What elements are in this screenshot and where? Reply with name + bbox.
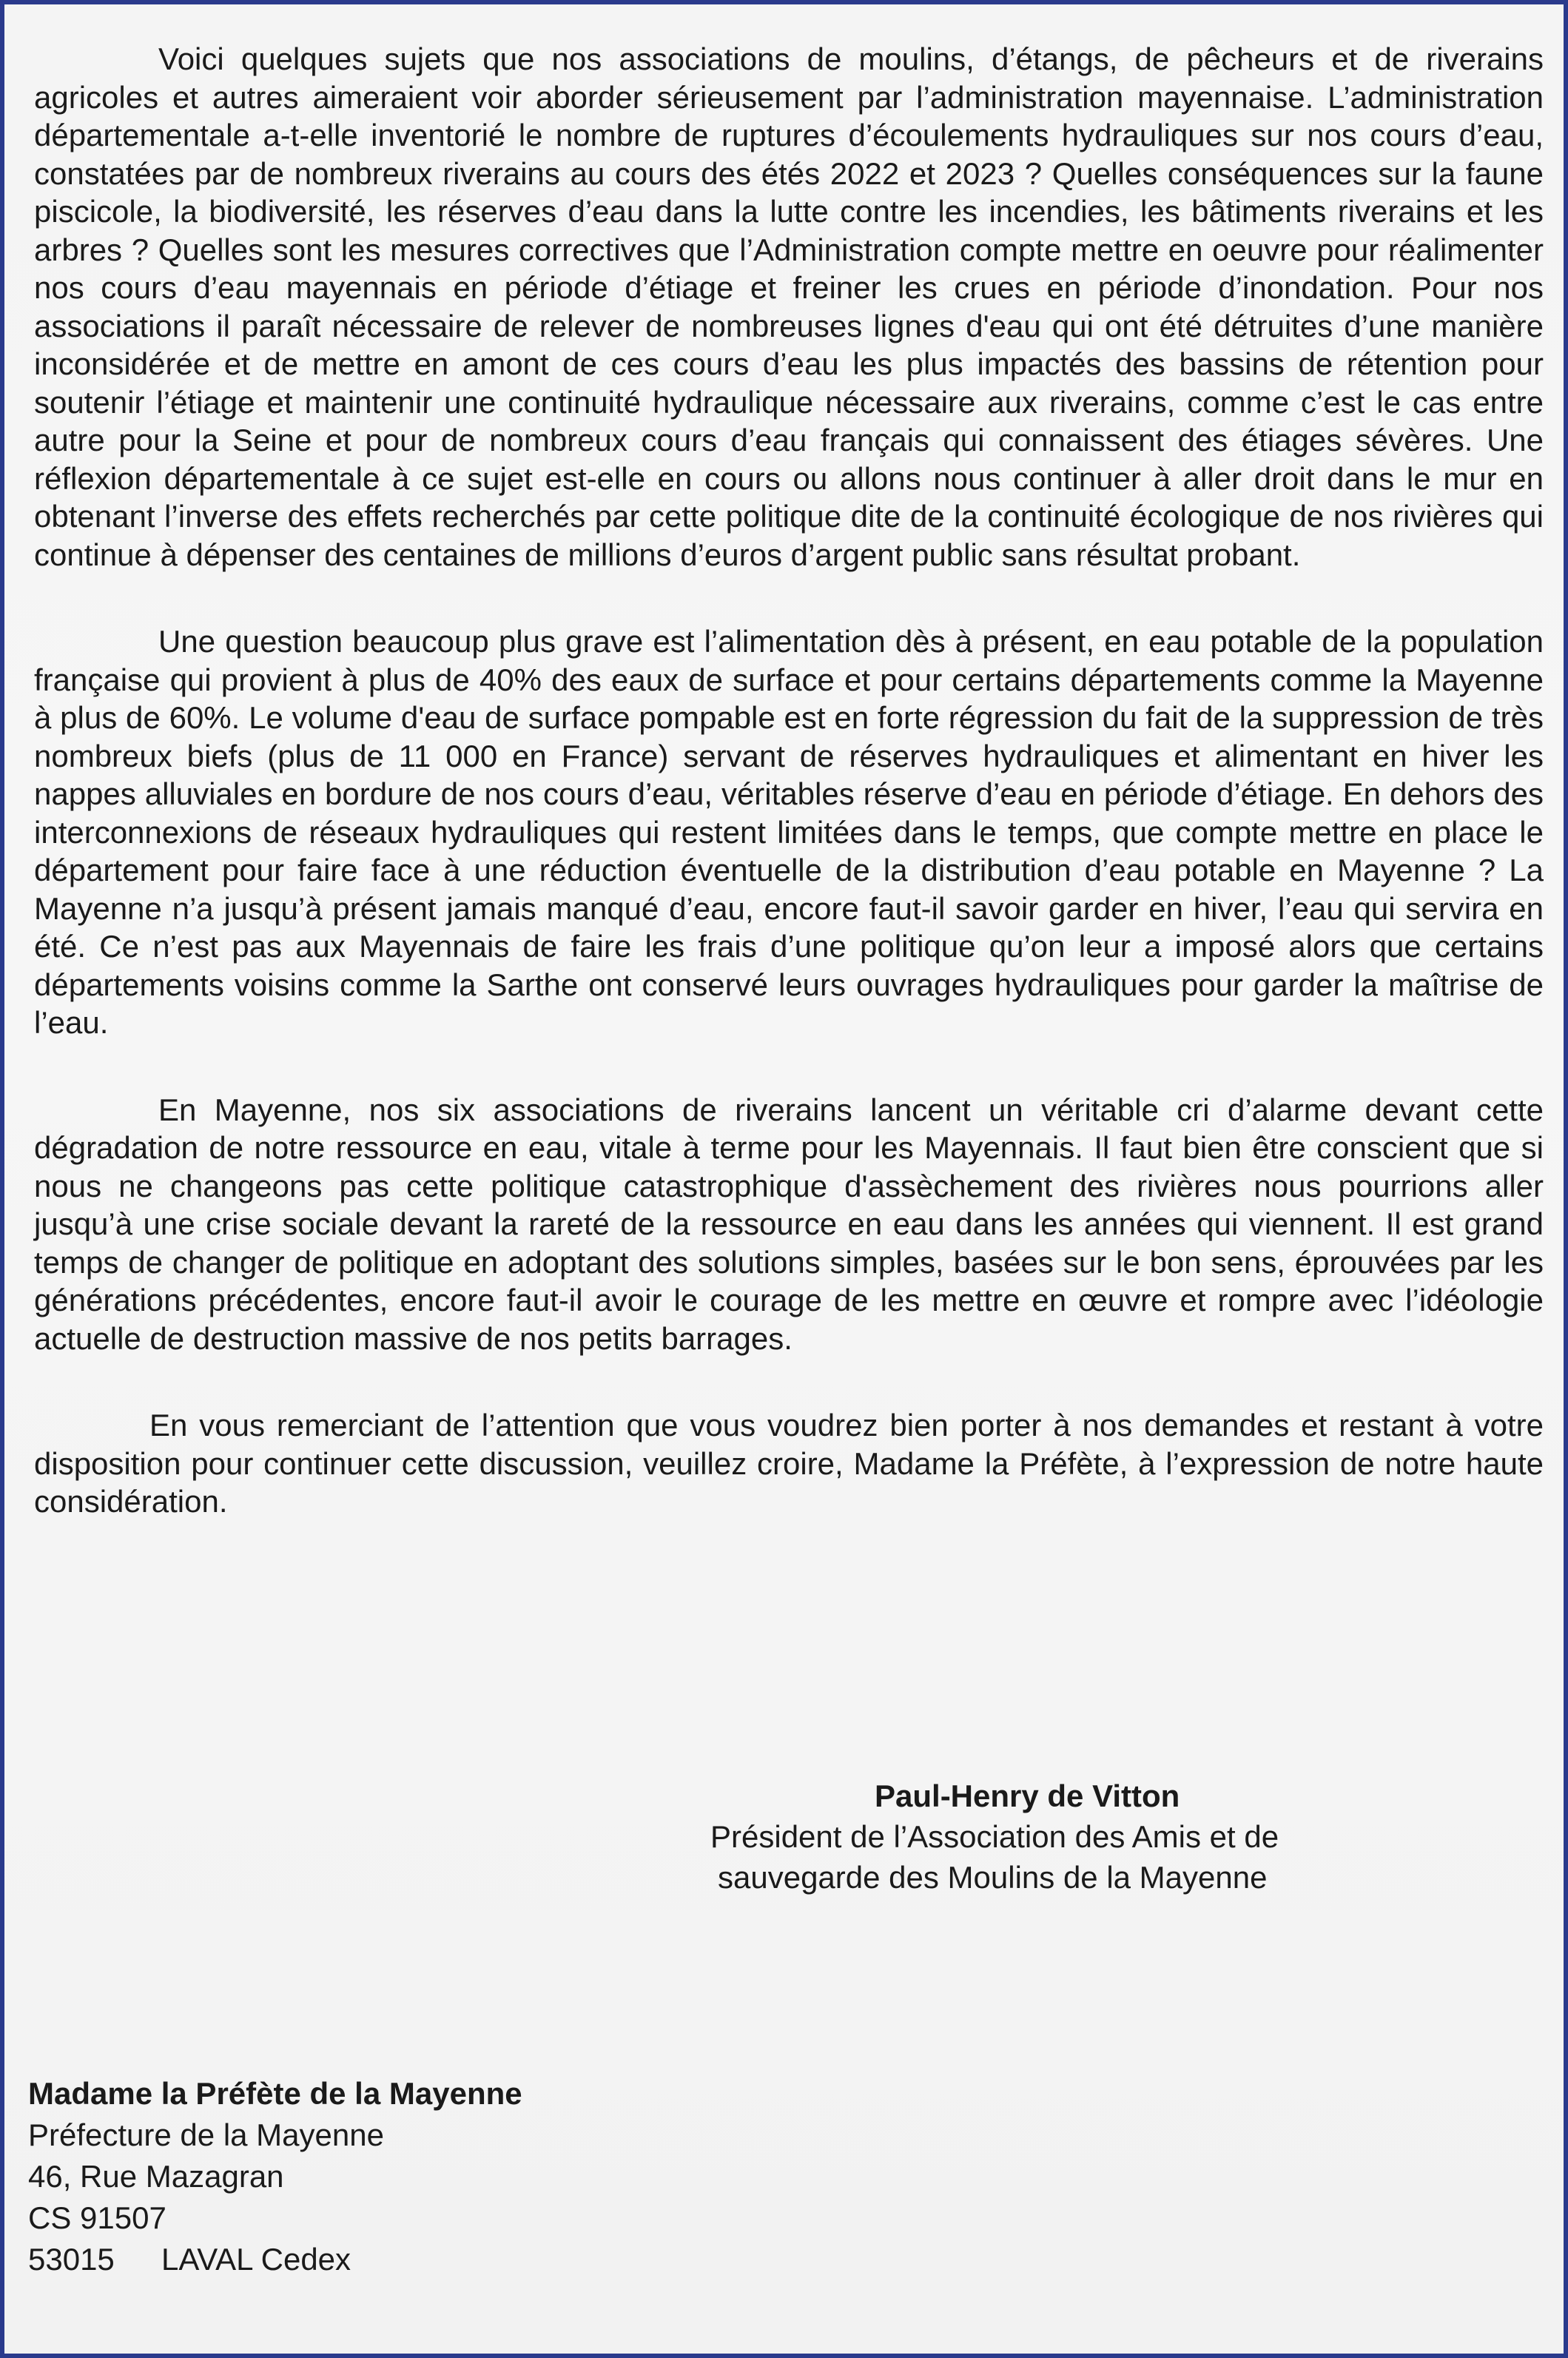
signatory-name: Paul-Henry de Vitton — [875, 1778, 1180, 1813]
paragraph-drinking-water: Une question beaucoup plus grave est l’alimentation dès à présent, en eau potable de la population française qui provient à plus de 40% des eaux de surface et pour certains départements comme la Mayenne à plus de 60%. Le volume d'eau de surface pompable est en forte régression du fait de la suppression de très nombreux biefs (plus de 11 000 en France) servant de réserves hydrauliques et alimentant en hiver les nappes alluviales en bordure de nos cours d’eau, véritables réserve d’eau en période d’étiage. En dehors des interconnexions de réseaux hydrauliques qui restent limitées dans le temps, que compte mettre en place le département pour faire face à une réduction éventuelle de la distribution d’eau potable en Mayenne ? La Mayenne n’a jusqu’à présent jamais manqué d’eau, encore faut-il savoir garder en hiver, l’eau qui servira en été. Ce n’est pas aux Mayennais de faire les frais d’une politique qu’on leur a imposé alors que certains départements voisins comme la Sarthe ont conservé leurs ouvrages hydrauliques pour garder la maîtrise de l’eau. — [34, 624, 1544, 1040]
letter-page — [4, 4, 1564, 2354]
recipient-city: LAVAL Cedex — [161, 2242, 351, 2277]
recipient-line2: 46, Rue Mazagran — [28, 2159, 284, 2194]
recipient-line3: CS 91507 — [28, 2200, 166, 2235]
paragraph-closing: En vous remerciant de l’attention que vous voudrez bien porter à nos demandes et restant à votre disposition pour continuer cette discussion, veuillez croire, Madame la Préfète, à l’expression de notre haute considération. — [34, 1408, 1544, 1519]
recipient-postal-line — [28, 2239, 522, 2280]
paragraph-alarm: En Mayenne, nos six associations de riverains lancent un véritable cri d’alarme devant cette dégradation de notre ressource en eau, vitale à terme pour les Mayennais. Il faut bien être conscient que si nous ne changeons pas cette politique catastrophique d'assèchement des rivières nous pourrions aller jusqu’à une crise sociale devant la rareté de la ressource en eau dans les années qui viennent. Il est grand temps de changer de politique en adoptant des solutions simples, basées sur le bon sens, éprouvées par les générations précédentes, encore faut-il avoir le courage de les mettre en œuvre et rompre avec l’idéologie actuelle de destruction massive de nos petits barrages. — [34, 1092, 1544, 1356]
recipient-line1: Préfecture de la Mayenne — [28, 2117, 384, 2152]
recipient-address — [28, 2073, 522, 2280]
signature-block — [710, 1776, 1406, 1898]
letter-body — [34, 40, 1544, 1521]
signatory-title-line2: sauvegarde des Moulins de la Mayenne — [718, 1860, 1268, 1895]
recipient-name: Madame la Préfète de la Mayenne — [28, 2076, 522, 2111]
signatory-title-line1: Président de l’Association des Amis et de — [710, 1819, 1279, 1854]
paragraph-questions: Voici quelques sujets que nos associations de moulins, d’étangs, de pêcheurs et de riverains agricoles et autres aimeraient voir aborder sérieusement par l’administration mayennaise. L’administration départementale a-t-elle inventorié le nombre de ruptures d’écoulements hydrauliques sur nos cours d’eau, constatées par de nombreux riverains au cours des étés 2022 et 2023 ? Quelles conséquences sur la faune piscicole, la biodiversité, les réserves d’eau dans la lutte contre les incendies, les bâtiments riverains et les arbres ? Quelles sont les mesures correctives que l’Administration compte mettre en oeuvre pour réalimenter nos cours d’eau mayennais en période d’étiage et freiner les crues en période d’inondation. Pour nos associations il paraît nécessaire de relever de nombreuses lignes d'eau qui ont été détruites d’une manière inconsidérée et de mettre en amont de ces cours d’eau les plus impactés des bassins de rétention pour soutenir l’étiage et maintenir une continuité hydraulique nécessaire aux riverains, comme c’est le cas entre autre pour la Seine et pour de nombreux cours d’eau français qui connaissent des étiages sévères. Une réflexion départementale à ce sujet est-elle en cours ou allons nous continuer à aller droit dans le mur en obtenant l’inverse des effets recherchés par cette politique dite de la continuité écologique de nos rivières qui continue à dépenser des centaines de millions d’euros d’argent public sans résultat probant. — [34, 41, 1544, 572]
recipient-postcode: 53015 — [28, 2242, 115, 2277]
